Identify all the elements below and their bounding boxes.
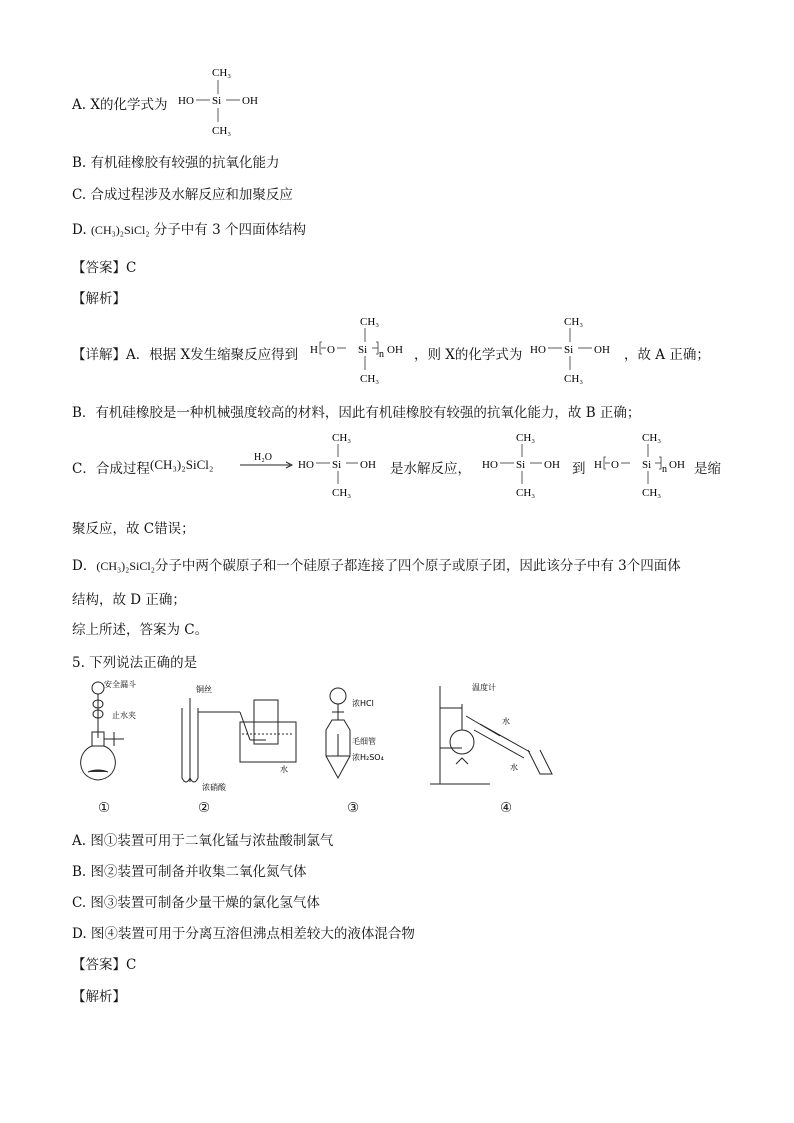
detail-c-part4: 是缩 [694,461,721,477]
svg-text:CH₃: CH₃ [516,432,536,444]
svg-text:OH: OH [387,344,403,356]
svg-text:n: n [379,349,384,360]
svg-text:n: n [662,464,667,475]
svg-text:OH: OH [544,459,560,471]
option-b: B. 有机硅橡胶有较强的抗氧化能力 [72,155,280,171]
hydrolysis-arrow [238,450,296,474]
svg-text:Si: Si [332,459,342,471]
silanediol-structure [176,64,276,138]
svg-text:H: H [594,459,602,471]
ho-group: HO [178,95,194,107]
q4-answer: 【答案】C [72,260,137,276]
svg-text:毛细管: 毛细管 [352,737,376,746]
option-a-prefix: A. X的化学式为 [72,97,168,113]
svg-text:CH₃: CH₃ [564,316,584,328]
figure-1-number: ① [98,800,111,816]
option-d-formula: (CH₃)₂SiCl₂ [90,223,150,237]
q5-option-a: A. 图①装置可用于二氧化锰与浓盐酸制氯气 [72,833,334,849]
svg-text:OH: OH [360,459,376,471]
silanediol-structure-4 [480,428,576,500]
q5-answer: 【答案】C [72,957,137,973]
figure-4-number: ④ [500,800,513,816]
detail-c-part1: C．合成过程 [72,461,150,477]
svg-text:Si: Si [358,344,368,356]
svg-text:OH: OH [594,344,610,356]
svg-text:安全漏斗: 安全漏斗 [104,680,136,689]
detail-a-part2: ，则 X的化学式为 [414,347,523,363]
svg-text:HO: HO [298,459,314,471]
apparatus-figures [70,678,570,818]
svg-text:H₂O: H₂O [254,452,272,463]
detail-a-part1: 【详解】A．根据 X发生缩聚反应得到 [72,347,299,363]
svg-text:浓H₂SO₄: 浓H₂SO₄ [352,753,384,762]
svg-text:Si: Si [516,459,526,471]
ch3-bottom: CH₃ [212,125,232,137]
detail-c-part2: 是水解反应， [390,461,471,477]
q5-option-c: C. 图③装置可制备少量干燥的氯化氢气体 [72,895,320,911]
svg-text:水: 水 [510,763,518,772]
figure-3-number: ③ [347,800,360,816]
svg-text:HO: HO [530,344,546,356]
svg-text:水: 水 [502,717,510,726]
svg-text:CH₃: CH₃ [564,373,584,385]
svg-text:CH₃: CH₃ [360,316,380,328]
figure-2-number: ② [198,800,211,816]
detail-c-formula: (CH₃)₂SiCl₂ [150,457,214,472]
svg-text:CH₃: CH₃ [332,487,352,499]
q5-option-d: D. 图④装置可用于分离互溶但沸点相差较大的液体混合物 [72,926,415,942]
figure-2-apparatus [182,698,296,782]
svg-text:CH₃: CH₃ [360,373,380,385]
silanediol-structure-3 [296,428,392,500]
svg-text:CH₃: CH₃ [332,432,352,444]
polysiloxane-structure [308,312,418,386]
svg-text:Si: Si [642,459,652,471]
detail-c-part5: 聚反应，故 C错误； [72,521,195,537]
q4-analysis: 【解析】 [72,291,126,307]
svg-text:H: H [310,344,318,356]
summary: 综上所述，答案为 C。 [72,622,209,638]
svg-text:铜丝: 铜丝 [196,685,212,694]
svg-text:水: 水 [280,765,288,774]
option-c: C. 合成过程涉及水解反应和加聚反应 [72,187,293,203]
ch3-top: CH₃ [212,67,232,79]
svg-text:浓HCl: 浓HCl [352,699,374,708]
oh-group: OH [242,95,258,107]
svg-text:浓硝酸: 浓硝酸 [202,783,226,792]
option-d-suffix: 分子中有 3 个四面体结构 [153,222,306,238]
q5-option-b: B. 图②装置可制备并收集二氧化氮气体 [72,864,307,880]
q5-stem: 5. 下列说法正确的是 [72,655,198,671]
polysiloxane-structure-2 [592,428,696,500]
svg-text:CH₃: CH₃ [516,487,536,499]
detail-d-line1: D．(CH₃)₂SiCl₂分子中两个碳原子和一个硅原子都连接了四个原子或原子团，因此该分子中有 3个四面体 [72,558,681,574]
svg-text:CH₃: CH₃ [642,487,662,499]
svg-text:温度计: 温度计 [472,683,496,692]
figure-3-apparatus [326,688,350,778]
svg-text:Si: Si [564,344,574,356]
svg-text:止水夹: 止水夹 [112,711,136,720]
option-d [72,218,306,238]
si-atom: Si [212,95,222,107]
q5-analysis: 【解析】 [72,989,126,1005]
option-d-prefix: D. [72,222,87,238]
svg-text:HO: HO [482,459,498,471]
svg-text:O: O [327,344,335,356]
figure-4-apparatus [430,686,552,784]
detail-c-part3: 到 [572,461,586,477]
svg-text:O: O [611,459,619,471]
svg-text:CH₃: CH₃ [642,432,662,444]
svg-text:OH: OH [669,459,685,471]
silanediol-structure-2 [528,312,628,386]
figure-1-apparatus [81,682,124,780]
detail-a-part3: ，故 A 正确； [624,347,710,363]
detail-b: B．有机硅橡胶是一种机械强度较高的材料，因此有机硅橡胶有较强的抗氧化能力，故 B 正确； [72,405,641,421]
detail-d-formula: (CH₃)₂SiCl₂ [96,559,155,573]
detail-d-line2: 结构，故 D 正确； [72,592,186,608]
